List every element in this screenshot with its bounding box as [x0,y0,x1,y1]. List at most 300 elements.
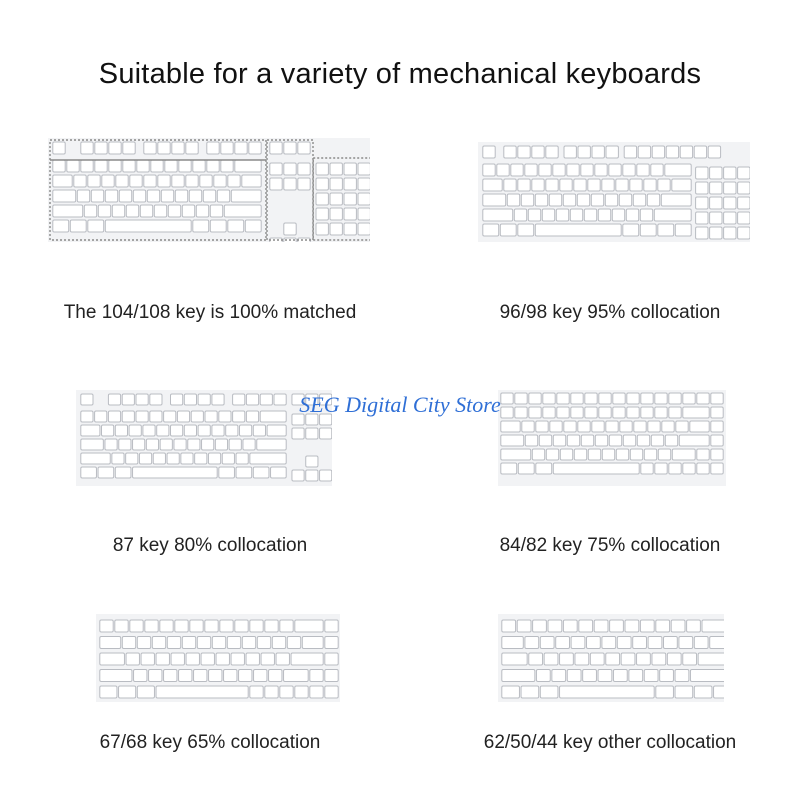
keycap [134,670,147,682]
keycap [518,146,530,158]
keycap [535,194,547,206]
keycap [539,164,551,176]
keycap [675,686,693,698]
keycap [298,178,310,190]
keycap [625,620,639,632]
keycap [641,463,653,474]
keycap [133,190,145,202]
keycap [167,453,179,464]
keycap [697,449,709,460]
keycap [637,164,649,176]
keycap [157,425,169,436]
keycap [270,238,282,242]
keycap [81,467,97,478]
keycap [710,212,722,224]
keycap [242,175,261,187]
keycap [189,190,201,202]
keycap [358,223,370,235]
keycap [560,686,655,698]
keycap [535,224,621,236]
keycap [710,167,722,179]
keycap [619,194,631,206]
keycap [652,653,666,665]
keycap [175,190,187,202]
keycap [575,653,589,665]
keycap [109,160,121,172]
keycap [186,175,198,187]
keycap [525,164,537,176]
keycap [137,686,154,698]
keycap [567,435,579,446]
keycap [644,179,656,191]
keycap [53,160,65,172]
keycap [217,190,229,202]
keycap [184,425,196,436]
keycap [556,637,570,649]
keycap [696,212,708,224]
keycap [616,179,628,191]
keycap [200,175,212,187]
keycap [100,686,117,698]
keycap [67,160,79,172]
keycap [502,620,516,632]
keycap [133,439,145,450]
keycap [77,190,89,202]
keycap [724,197,736,209]
keycap [358,193,370,205]
keycap [98,467,114,478]
keycap [53,190,76,202]
keycap [186,142,198,154]
keycap [253,467,269,478]
keycap [53,142,65,154]
keycap [194,670,207,682]
keycap [160,620,173,632]
keycap [711,421,723,432]
keycap [186,653,199,665]
keycap [250,620,263,632]
keycap [100,653,125,665]
keycap [658,449,670,460]
keycap [634,421,646,432]
keycap [542,209,554,221]
keycap [683,463,695,474]
keycap [123,142,135,154]
keycap [161,190,173,202]
keycap [609,164,621,176]
keycap [675,224,691,236]
keycap [532,179,544,191]
keycap [53,205,83,217]
keycap [265,620,278,632]
keycap [270,142,282,154]
keycap [88,220,104,232]
keycap [291,653,323,665]
keycap [525,637,539,649]
keycap [325,637,338,649]
keycap [112,205,124,217]
keycap [242,637,255,649]
keycap [240,425,252,436]
keycap [502,670,535,682]
keycap [504,179,516,191]
keycap [563,194,575,206]
keycap [665,164,691,176]
keycap [710,227,722,239]
keycap [179,160,191,172]
keycap [623,164,635,176]
keycap [226,425,238,436]
keycap [711,463,723,474]
keycap [284,142,296,154]
keycap [583,670,597,682]
keycap [738,197,750,209]
keycap [724,182,736,194]
keycap [552,670,566,682]
keycap [344,163,356,175]
keycap [553,164,565,176]
keycap [330,223,342,235]
keycap [115,467,131,478]
caption-full-104: The 104/108 key is 100% matched [63,302,357,323]
keycap [181,453,193,464]
keycap [483,179,502,191]
keycap [483,209,513,221]
keycap [168,205,180,217]
keycap [553,435,565,446]
keycap [694,146,706,158]
keycap [606,421,618,432]
keycap [655,463,667,474]
keycap [637,435,649,446]
keycap [344,178,356,190]
keycap [564,146,576,158]
keycap [190,620,203,632]
keycap [675,670,689,682]
keycap [680,146,692,158]
keycap [648,421,660,432]
keycap [536,670,550,682]
keycap [549,194,561,206]
keycap [696,182,708,194]
keycap [105,190,117,202]
keycap [660,670,674,682]
keycap [144,175,156,187]
keycap [235,620,248,632]
keycap [298,142,310,154]
keycap [221,160,233,172]
keycap [167,637,180,649]
keycap [257,439,286,450]
keycap [629,670,643,682]
keycap [344,193,356,205]
keycap [532,146,544,158]
keycap [696,227,708,239]
keycap [511,164,523,176]
keycap [137,637,150,649]
caption-65-68: 67/68 key 65% collocation [99,732,321,753]
keycap [276,653,289,665]
keycap [501,449,531,460]
keycap [269,670,282,682]
keycap [130,175,142,187]
keycap [109,142,121,154]
keycap [91,190,103,202]
keycap [182,205,194,217]
keycap [724,212,736,224]
keycap [126,205,138,217]
keycap [567,164,579,176]
keycap [544,653,558,665]
keycap [182,637,195,649]
keycap [280,620,293,632]
keycap [53,175,72,187]
keycap [112,453,124,464]
keycap [574,449,586,460]
keycap [578,421,590,432]
keycap [228,175,240,187]
keycap [560,653,574,665]
keycap [330,208,342,220]
keycap [254,670,267,682]
keycap [81,425,100,436]
keycap [208,453,220,464]
keyboard-60-62-image [498,614,724,702]
keycap [504,146,516,158]
keycap [284,223,296,235]
keycap [612,209,624,221]
keycap [292,470,304,481]
keycap [74,175,86,187]
keycap [243,439,255,450]
keycap [588,179,600,191]
keycap [483,146,495,158]
keycap [546,146,558,158]
keycap [198,425,210,436]
keycap [195,453,207,464]
keycap [591,194,603,206]
keycap [261,653,274,665]
keycap [95,142,107,154]
caption-compact-96: 96/98 key 95% collocation [499,302,721,323]
keycap [292,428,304,439]
keycap [295,686,308,698]
keycap [140,205,152,217]
keycap [651,435,663,446]
keycap [115,620,128,632]
keycap [298,163,310,175]
keycap [556,209,568,221]
keycap [696,197,708,209]
keycap [105,220,191,232]
keycap [620,421,632,432]
keycap [661,194,691,206]
keycap [215,439,227,450]
keycap [207,142,219,154]
keycap [647,194,659,206]
keycap [156,653,169,665]
keycap [656,620,670,632]
keycap [602,637,616,649]
keycap [502,637,524,649]
keycap [205,620,218,632]
keycap [501,435,524,446]
keycap [617,637,631,649]
keycap [179,670,192,682]
keycap [306,456,318,467]
keycap [235,142,247,154]
keycap [570,209,582,221]
keycap [578,146,590,158]
keycap [325,653,338,665]
keycap [102,425,114,436]
keycap [671,620,685,632]
keycap [521,686,539,698]
keycap [710,637,724,649]
keycap [529,653,543,665]
keycap [81,439,104,450]
keycap [483,164,495,176]
keycap [514,209,526,221]
keycap [227,637,240,649]
keycap [139,453,151,464]
keycap [633,194,645,206]
keycap [95,160,107,172]
keycap [123,160,135,172]
keycap [330,163,342,175]
keycap [540,637,554,649]
keycap [344,208,356,220]
keycap [548,620,562,632]
keycap [528,209,540,221]
keyboard-compact-96-image [478,142,750,242]
keycap [606,146,618,158]
keycap [540,686,558,698]
keycap [270,163,282,175]
keycap [271,467,287,478]
keycap [560,179,572,191]
keycap [284,670,309,682]
keycap [316,223,328,235]
keycap [197,637,210,649]
keycap [284,178,296,190]
keycap [330,178,342,190]
keycap [270,178,282,190]
keycap [637,653,651,665]
keycap [676,421,688,432]
keycap [224,670,237,682]
keycap [171,425,183,436]
keycap [158,142,170,154]
keycap [696,167,708,179]
keycap [567,670,581,682]
keycap [738,212,750,224]
keycap [158,175,170,187]
keycap [316,193,328,205]
keycap [196,205,208,217]
keycap [154,205,166,217]
keycap [236,467,252,478]
keycap [502,686,520,698]
keycap [216,653,229,665]
keycap [207,160,219,172]
keycap [658,224,674,236]
keycap [126,653,139,665]
keycap [253,425,265,436]
keycap [306,428,318,439]
keycap [652,146,664,158]
keycap [164,670,177,682]
keycap [220,620,233,632]
keycap [738,227,750,239]
keycap [525,435,537,446]
keycap [638,146,650,158]
keycap [143,425,155,436]
keycap [224,205,261,217]
keycap [664,637,678,649]
keycap [483,224,499,236]
keycap [210,220,226,232]
keycap [126,453,138,464]
keycap [151,160,163,172]
keycap [115,425,127,436]
keycap [214,175,226,187]
keycap [658,179,670,191]
keycap [193,160,205,172]
keycap [221,142,233,154]
keycap [175,620,188,632]
keycap [316,178,328,190]
keycap [100,670,132,682]
keycap [546,449,558,460]
keycap [250,686,263,698]
keycap [147,190,159,202]
keycap [212,425,224,436]
keycap [610,620,624,632]
keycap [648,637,662,649]
keycap [698,653,724,665]
keycap [624,146,636,158]
keycap [588,449,600,460]
keycap [536,421,548,432]
keycap [654,209,691,221]
keycap [521,194,533,206]
keycap [672,449,695,460]
keycap [564,421,576,432]
keycap [724,167,736,179]
keycap [690,670,724,682]
keycap [320,428,332,439]
keycap [694,686,712,698]
keycap [483,194,506,206]
keycap [239,670,252,682]
keycap [630,449,642,460]
keycap [598,670,612,682]
keycap [152,637,165,649]
keycap [623,224,639,236]
keycap [137,160,149,172]
keycap [598,209,610,221]
keycap [640,209,652,221]
keycap [102,175,114,187]
keycap [272,637,285,649]
keycap [310,686,323,698]
keycap [587,637,601,649]
keycap [595,164,607,176]
keycap [202,439,214,450]
keycap [690,421,709,432]
keycap [145,620,158,632]
